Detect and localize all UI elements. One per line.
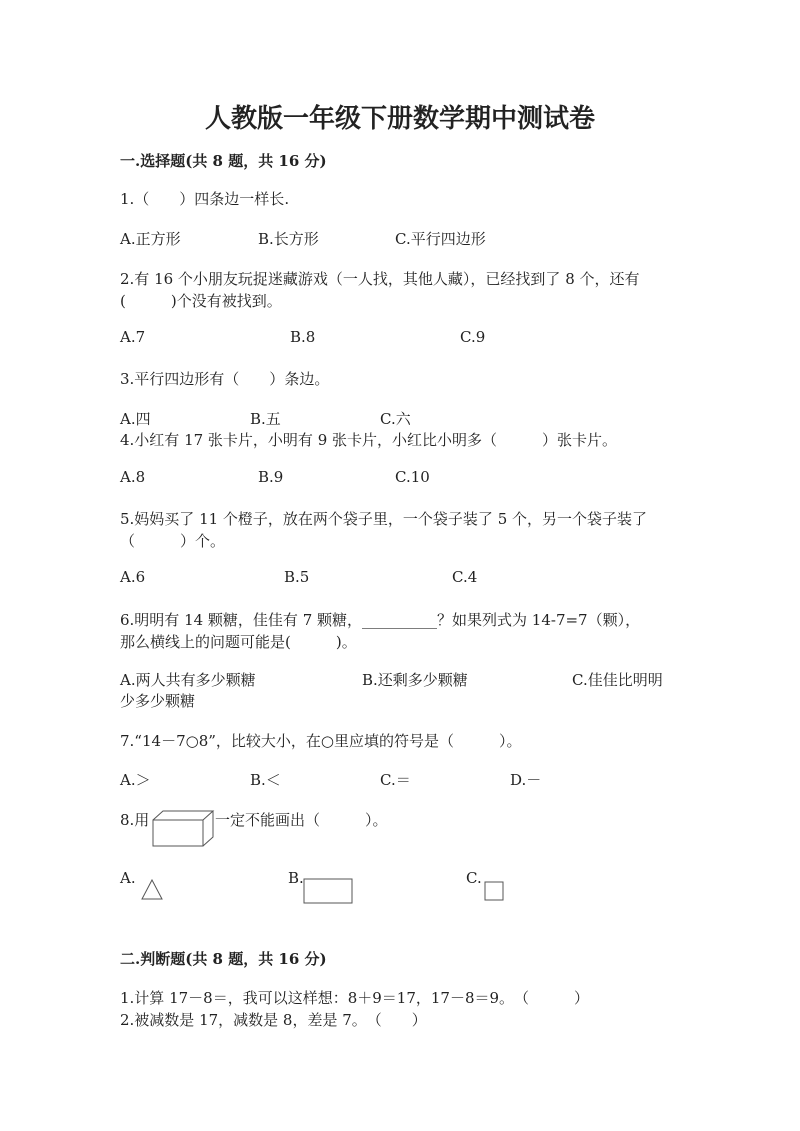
cuboid-figure bbox=[152, 810, 216, 848]
q2-option-c: C.9 bbox=[460, 328, 486, 346]
q8-option-b: B. bbox=[288, 869, 304, 887]
q7-option-a: A.＞ bbox=[120, 771, 151, 789]
section-heading-judgement: 二.判断题(共 8 题，共 16 分) bbox=[120, 950, 327, 968]
q5-option-b: B.5 bbox=[284, 568, 310, 586]
question-6-line-1: 6.明明有 14 颗糖，佳佳有 7 颗糖，__________？如果列式为 14-7=7（颗）， bbox=[120, 611, 641, 629]
q8-option-c: C. bbox=[466, 869, 482, 887]
q4-option-c: C.10 bbox=[395, 468, 430, 486]
question-5-line-2: （ ）个。 bbox=[120, 532, 226, 550]
question-6-line-2: 那么横线上的问题可能是( )。 bbox=[120, 633, 357, 651]
q1-option-c: C.平行四边形 bbox=[395, 230, 486, 248]
q5-option-c: C.4 bbox=[452, 568, 478, 586]
question-3: 3.平行四边形有（ ）条边。 bbox=[120, 370, 330, 388]
q7-option-d: D.－ bbox=[510, 771, 542, 789]
q6-option-b: B.还剩多少颗糖 bbox=[362, 671, 468, 689]
q3-option-b: B.五 bbox=[250, 410, 281, 428]
q3-option-c: C.六 bbox=[380, 410, 411, 428]
q4-option-b: B.9 bbox=[258, 468, 284, 486]
page-title: 人教版一年级下册数学期中测试卷 bbox=[204, 104, 595, 134]
triangle-figure bbox=[140, 878, 164, 902]
q3-option-a: A.四 bbox=[120, 410, 151, 428]
square-figure bbox=[484, 881, 506, 903]
q2-option-a: A.7 bbox=[120, 328, 146, 346]
q8-option-a: A. bbox=[120, 869, 136, 887]
section-heading-choice: 一.选择题(共 8 题，共 16 分) bbox=[120, 152, 327, 170]
q6-option-c: C.佳佳比明明 bbox=[572, 671, 663, 689]
q7-option-c: C.＝ bbox=[380, 771, 411, 789]
judgement-question-1: 1.计算 17－8＝，我可以这样想：8＋9＝17，17－8＝9。 （ ） bbox=[120, 989, 590, 1007]
question-2-line-2: ( )个没有被找到。 bbox=[120, 292, 282, 310]
q4-option-a: A.8 bbox=[120, 468, 146, 486]
question-2-line-1: 2.有 16 个小朋友玩捉迷藏游戏（一人找，其他人藏），已经找到了 8 个，还有 bbox=[120, 270, 640, 288]
q1-option-a: A.正方形 bbox=[120, 230, 181, 248]
q6-option-c-continued: 少多少颗糖 bbox=[120, 692, 196, 710]
q5-option-a: A.6 bbox=[120, 568, 146, 586]
judgement-question-2: 2.被减数是 17，减数是 8，差是 7。 （ ） bbox=[120, 1011, 427, 1029]
question-4: 4.小红有 17 张卡片，小明有 9 张卡片，小红比小明多（ ）张卡片。 bbox=[120, 431, 618, 449]
question-8-suffix: 一定不能画出（ ）。 bbox=[215, 811, 388, 829]
q2-option-b: B.8 bbox=[290, 328, 316, 346]
q1-option-b: B.长方形 bbox=[258, 230, 319, 248]
rectangle-figure bbox=[303, 878, 355, 906]
q6-option-a: A.两人共有多少颗糖 bbox=[120, 671, 256, 689]
question-5-line-1: 5.妈妈买了 11 个橙子，放在两个袋子里，一个袋子装了 5 个，另一个袋子装了 bbox=[120, 510, 648, 528]
q7-option-b: B.＜ bbox=[250, 771, 281, 789]
question-1: 1.（ ）四条边一样长. bbox=[120, 190, 290, 208]
question-7: 7.“14－7○8”，比较大小，在○里应填的符号是（ ）。 bbox=[120, 732, 522, 750]
question-8-prefix: 8.用 bbox=[120, 811, 150, 829]
